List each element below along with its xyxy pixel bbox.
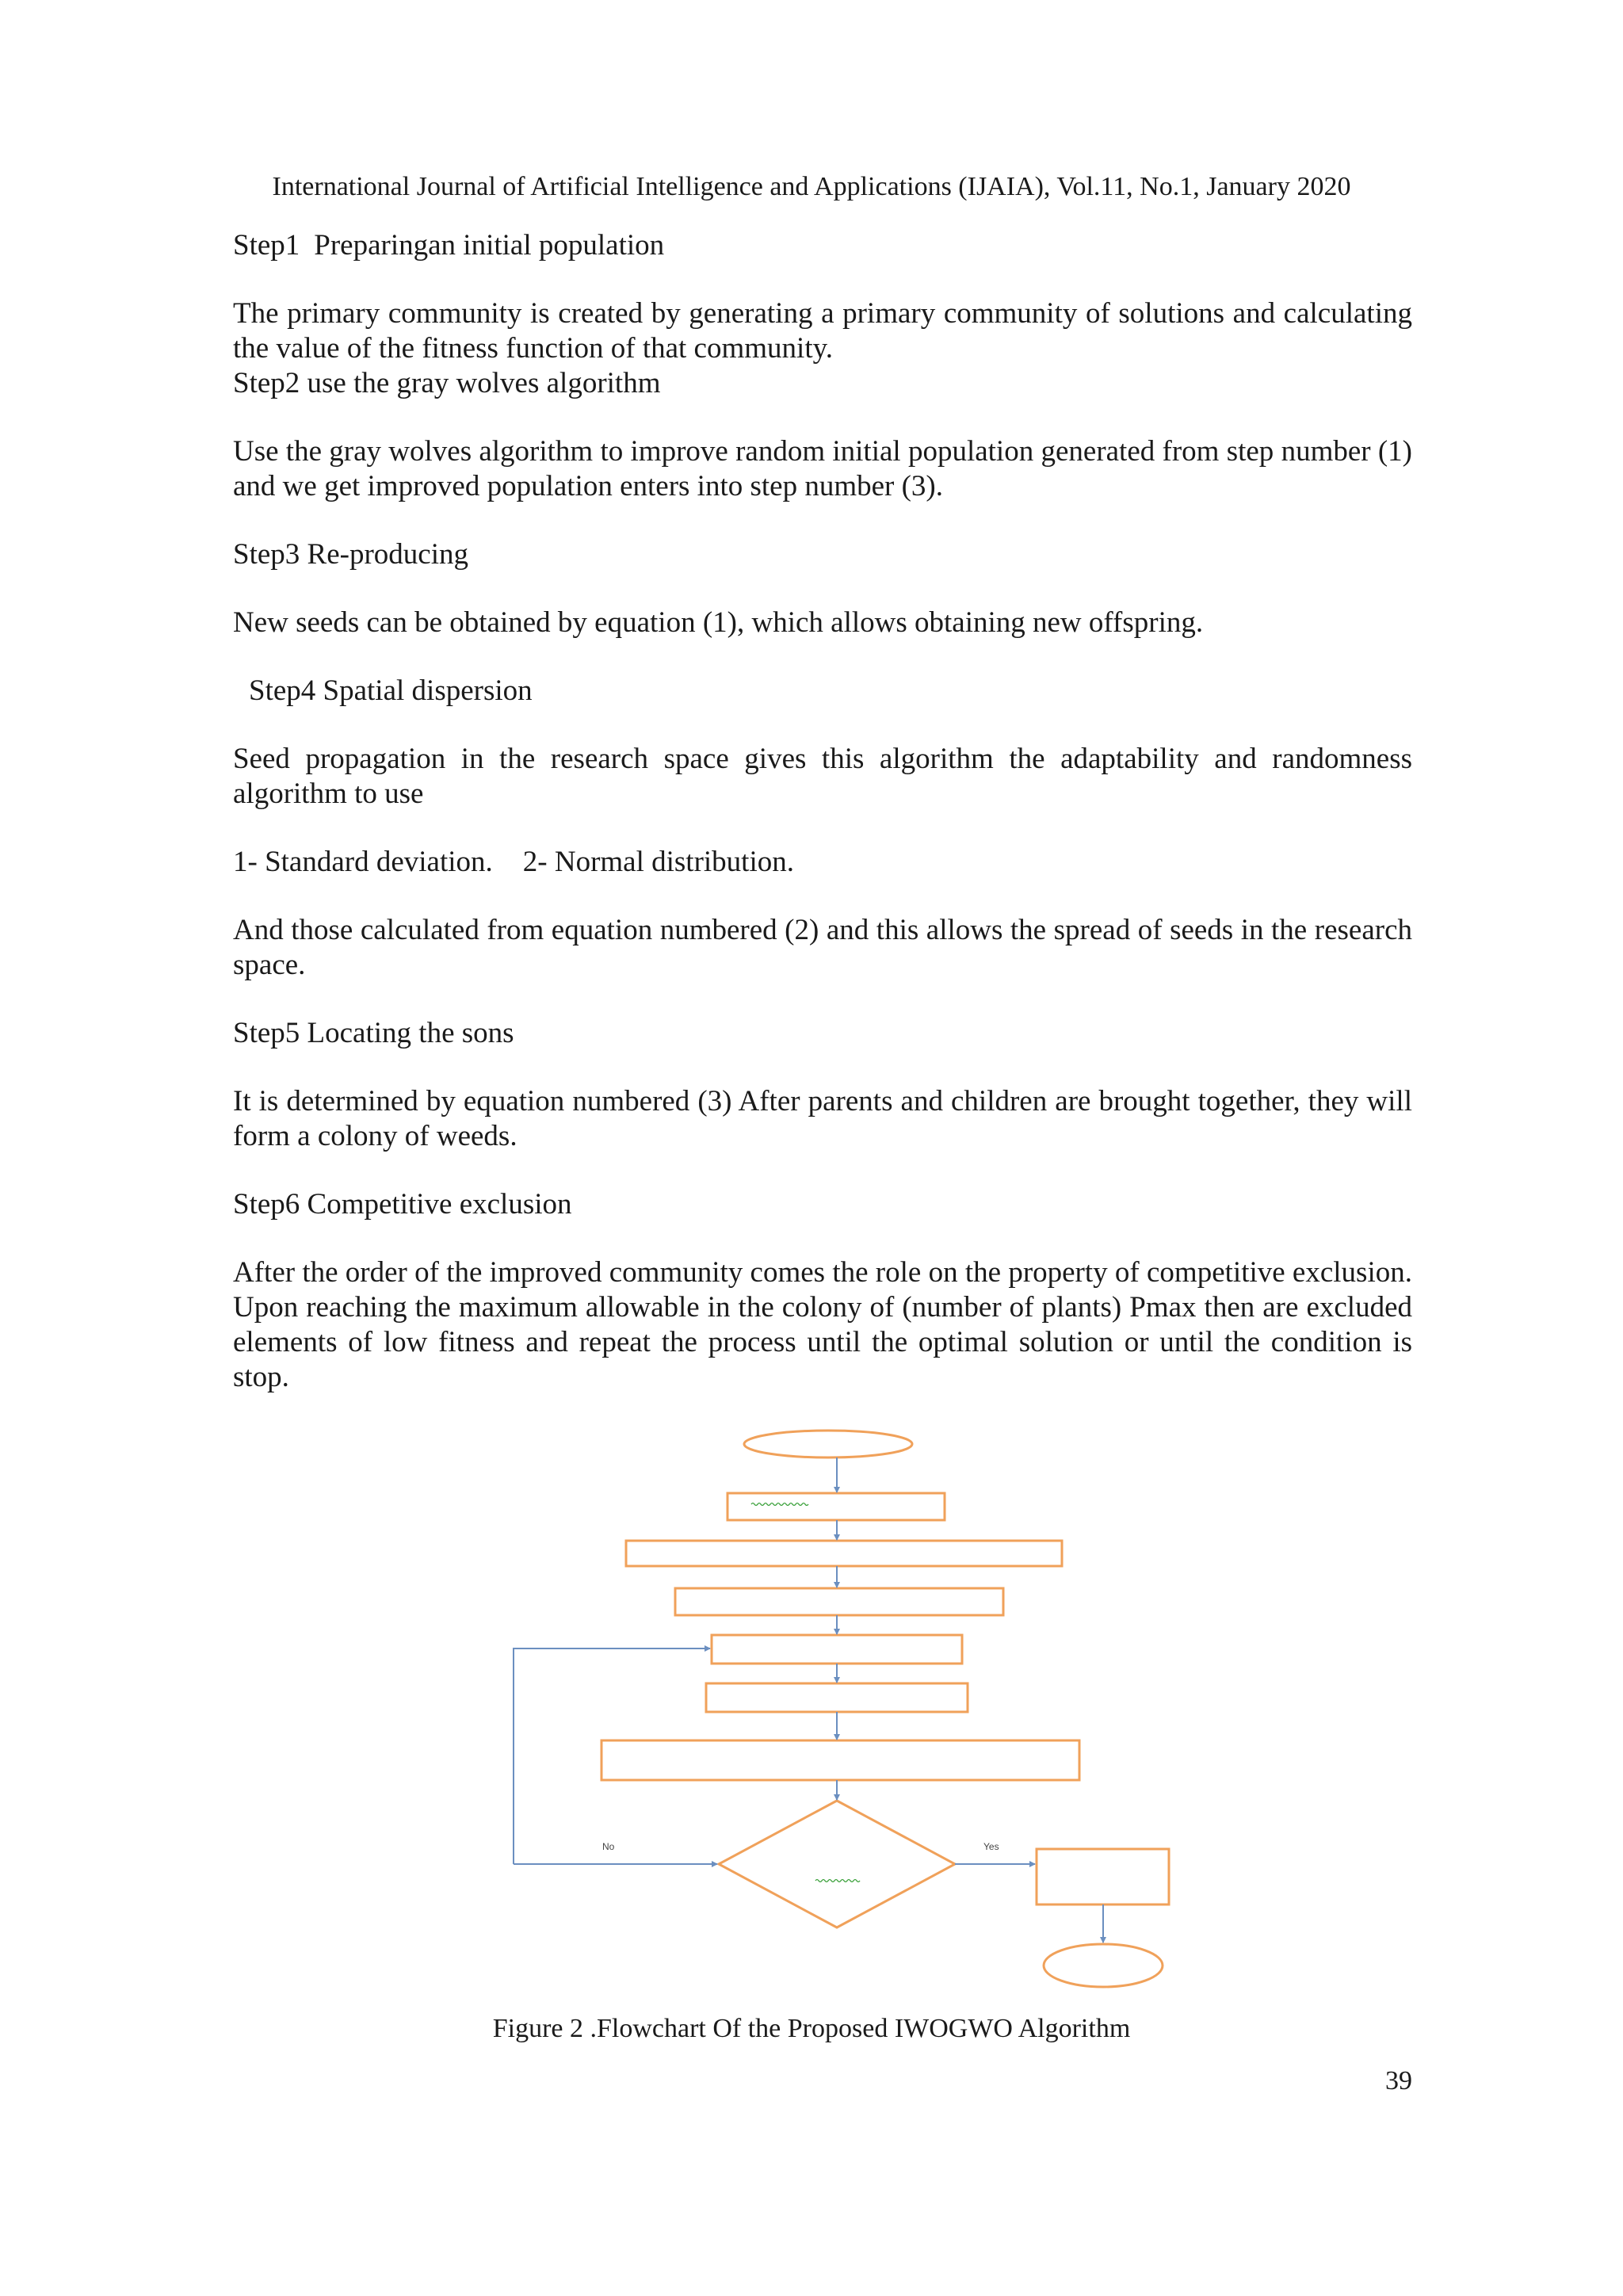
end-terminal xyxy=(1044,1944,1163,1987)
step1-heading xyxy=(233,228,1412,263)
step2-heading xyxy=(233,366,1412,401)
loop-arrow-to-box4 xyxy=(514,1648,710,1864)
step6-body: After the order of the improved community comes the role on the property of competitive exclusion. Upon reaching the maximum allowable in the colony of (number of plants) Pmax then are excluded elements of low fitness and repeat the process until the optimal solution or until the condition is stop. xyxy=(233,1256,1412,1393)
step5-heading xyxy=(233,1016,1412,1051)
step3-label: Step3 xyxy=(233,538,300,571)
yes-label: Yes xyxy=(983,1841,999,1852)
step2-body: Use the gray wolves algorithm to improve random initial population generated from step number (1) and we get improved population enters into step number (3). xyxy=(233,435,1412,502)
squiggle-marks xyxy=(751,1503,860,1882)
list-item-normal-distribution: 2- Normal distribution. xyxy=(522,846,794,878)
process-box-2 xyxy=(626,1541,1062,1566)
step4-label: Step4 xyxy=(249,674,316,707)
spellcheck-squiggle-1 xyxy=(751,1503,808,1506)
process-box-3 xyxy=(675,1588,1003,1615)
decision-diamond xyxy=(719,1801,955,1927)
process-box-5 xyxy=(706,1683,968,1712)
step5-body: It is determined by equation numbered (3) After parents and children are brought together, they will form a colony of weeds. xyxy=(233,1085,1412,1152)
process-box-6 xyxy=(601,1740,1079,1780)
figure-caption: Figure 2 .Flowchart Of the Proposed IWOGWO Algorithm xyxy=(492,2014,1131,2043)
step4-list xyxy=(233,845,1412,880)
step1-title: Preparingan initial population xyxy=(314,229,665,262)
step3-body: New seeds can be obtained by equation (1), which allows obtaining new offspring. xyxy=(233,606,1204,639)
step5-label: Step5 xyxy=(233,1017,300,1049)
page-number: 39 xyxy=(1385,2066,1412,2095)
step6-heading xyxy=(233,1187,1412,1222)
step6-label: Step6 xyxy=(233,1188,300,1221)
step3-title: Re-producing xyxy=(307,538,468,571)
output-box xyxy=(1037,1849,1169,1904)
no-label: No xyxy=(602,1841,615,1852)
start-terminal xyxy=(744,1431,912,1457)
running-header: International Journal of Artificial Intelligence and Applications (IJAIA), Vol.11, No.1, January 2020 xyxy=(272,172,1351,201)
step3-heading xyxy=(233,537,1412,572)
step1-label: Step1 xyxy=(233,229,300,262)
step4-body: Seed propagation in the research space gives this algorithm the adaptability and randomness algorithm to use xyxy=(233,743,1412,810)
step2-label: Step2 xyxy=(233,367,300,399)
step1-body: The primary community is created by generating a primary community of solutions and calculating the value of the fitness function of that community. xyxy=(233,297,1412,365)
body-text xyxy=(233,228,1412,1395)
step4-heading xyxy=(233,674,1412,709)
step5-title: Locating the sons xyxy=(307,1017,514,1049)
step6-title: Competitive exclusion xyxy=(307,1188,572,1221)
spellcheck-squiggle-2 xyxy=(815,1880,860,1882)
flowchart-svg xyxy=(491,1427,1189,2005)
step2-title: use the gray wolves algorithm xyxy=(307,367,661,399)
process-box-4 xyxy=(712,1635,962,1664)
process-box-1 xyxy=(727,1493,945,1520)
flowchart-figure xyxy=(491,1427,1189,2005)
step4-body-after: And those calculated from equation numbered (2) and this allows the spread of seeds in the research space. xyxy=(233,914,1412,981)
step4-title: Spatial dispersion xyxy=(323,674,533,707)
list-item-standard-deviation: 1- Standard deviation. xyxy=(233,846,493,878)
